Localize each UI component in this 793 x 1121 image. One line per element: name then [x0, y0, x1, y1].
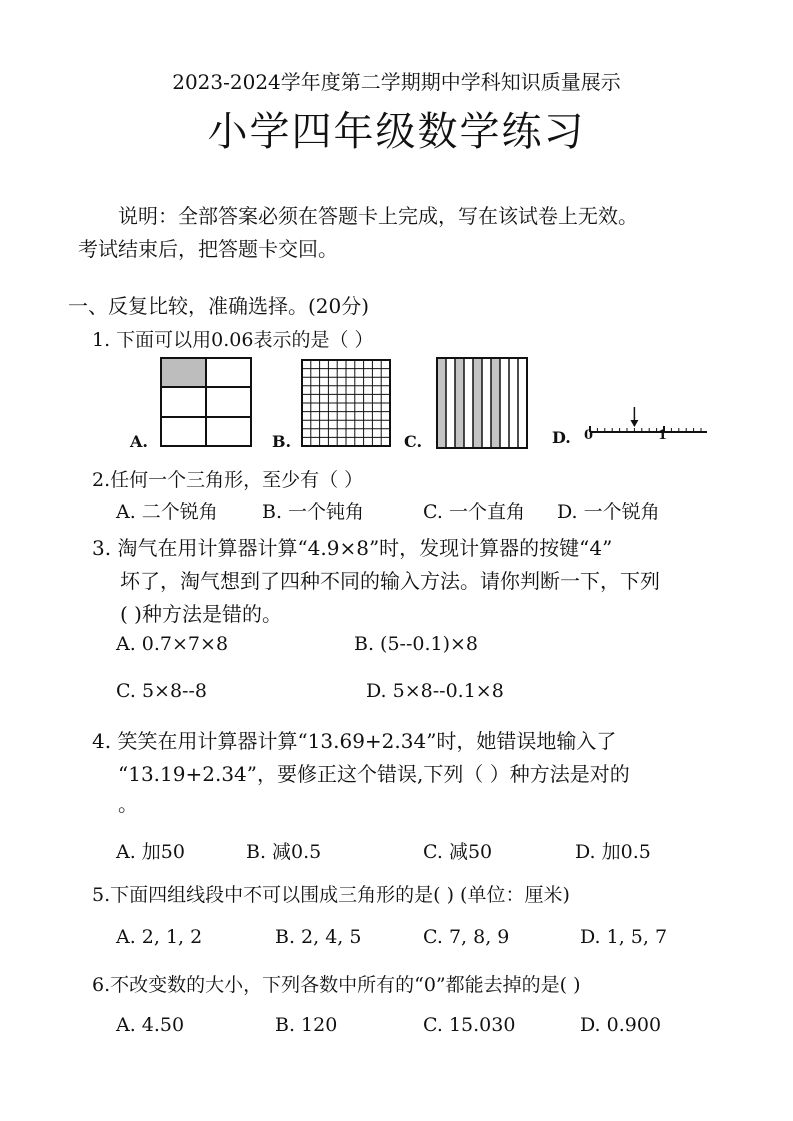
question-5-option-a: A. 2, 1, 2 [116, 926, 203, 948]
question-4-option-a: A. 加50 [116, 841, 185, 863]
question-3-stem-line-2: 坏了，淘气想到了四种不同的输入方法。请你判断一下，下列 [120, 569, 660, 593]
question-3-option-c: C. 5×8--8 [116, 680, 207, 702]
question-5-stem: 5.下面四组线段中不可以围成三角形的是( ) (单位：厘米) [92, 884, 570, 906]
section-heading: 一、反复比较，准确选择。(20分) [68, 294, 370, 318]
question-4-stem-line-2: “13.19+2.34”，要修正这个错误,下列（ ）种方法是对的 [118, 762, 630, 786]
figure-b-grid [301, 359, 391, 447]
question-3-option-d: D. 5×8--0.1×8 [366, 680, 504, 702]
exam-subtitle: 2023-2024学年度第二学期期中学科知识质量展示 [172, 70, 621, 94]
instructions-line-2: 考试结束后，把答题卡交回。 [78, 237, 338, 261]
question-5-option-c: C. 7, 8, 9 [423, 926, 510, 948]
question-6-option-c: C. 15.030 [423, 1014, 516, 1036]
question-3-stem-line-3: ( )种方法是错的。 [120, 602, 282, 626]
question-5-option-b: B. 2, 4, 5 [275, 926, 362, 948]
question-3-option-a: A. 0.7×7×8 [116, 633, 229, 655]
figure-a-label: A. [130, 432, 148, 451]
figure-c-strips [436, 357, 528, 449]
question-1-stem: 1. 下面可以用0.06表示的是（ ） [92, 329, 374, 351]
figure-d-number-line [585, 405, 710, 445]
question-4-stem-line-1: 4. 笑笑在用计算器计算“13.69+2.34”时，她错误地输入了 [92, 729, 617, 753]
question-6-option-b: B. 120 [275, 1014, 338, 1036]
figure-c-label: C. [404, 432, 423, 451]
question-4-stem-line-3: 。 [118, 792, 138, 816]
question-2-option-a: A. 二个锐角 [116, 501, 218, 523]
figure-d-label: D. [552, 428, 571, 447]
number-line-tick-0: 0 [584, 428, 594, 443]
figure-a-grid [160, 357, 252, 447]
question-5-option-d: D. 1, 5, 7 [580, 926, 668, 948]
question-6-stem: 6.不改变数的大小，下列各数中所有的“0”都能去掉的是( ) [92, 974, 581, 996]
question-3-stem-line-1: 3. 淘气在用计算器计算“4.9×8”时，发现计算器的按键“4” [92, 536, 613, 560]
question-4-option-d: D. 加0.5 [575, 841, 651, 863]
instructions-line-1: 说明：全部答案必须在答题卡上完成，写在该试卷上无效。 [118, 204, 638, 228]
number-line-tick-1: 1 [658, 428, 668, 443]
question-6-option-d: D. 0.900 [580, 1014, 662, 1036]
question-6-option-a: A. 4.50 [116, 1014, 185, 1036]
question-2-option-b: B. 一个钝角 [262, 501, 365, 523]
question-2-option-d: D. 一个锐角 [557, 501, 660, 523]
question-4-option-c: C. 减50 [423, 841, 493, 863]
figure-b-label: B. [272, 432, 292, 451]
question-2-option-c: C. 一个直角 [423, 501, 525, 523]
figure-a-shaded-cell [161, 358, 206, 387]
question-2-stem: 2.任何一个三角形，至少有（ ） [92, 469, 364, 491]
exam-title: 小学四年级数学练习 [207, 109, 586, 155]
question-3-option-b: B. (5--0.1)×8 [354, 633, 479, 655]
question-4-option-b: B. 减0.5 [246, 841, 322, 863]
